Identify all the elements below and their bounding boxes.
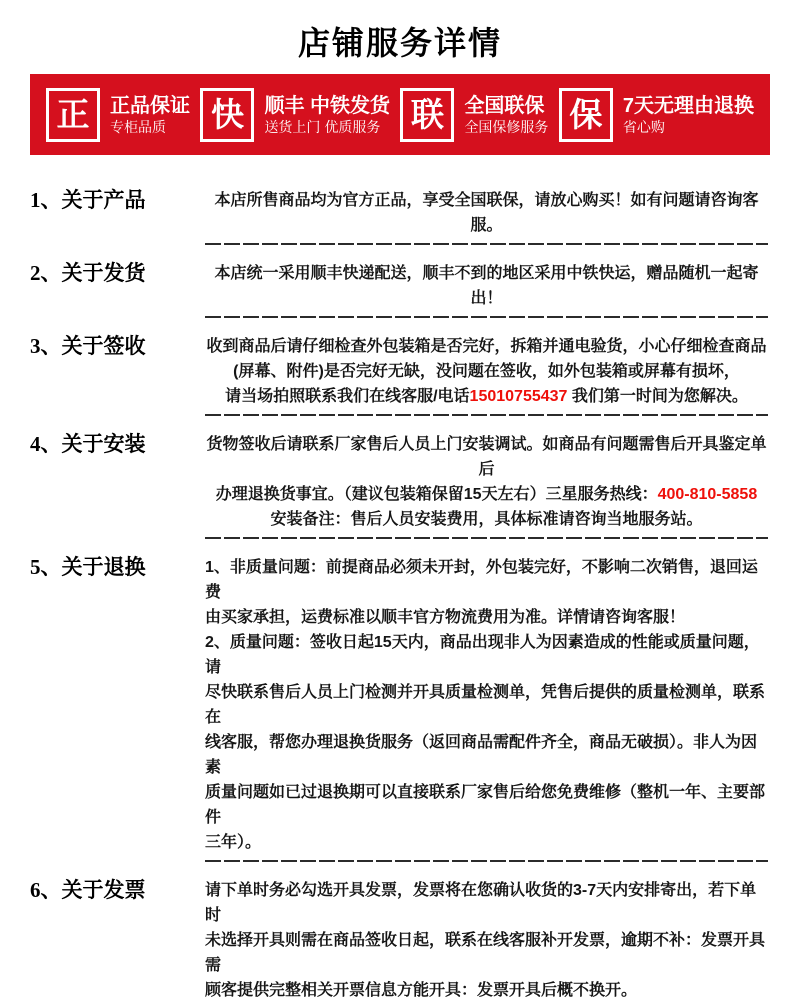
badge-subtitle: 省心购 <box>622 118 665 135</box>
section-text-line: 请下单时务必勾选开具发票，发票将在您确认收货的3-7天内安排寄出，若下单时 <box>205 882 757 924</box>
section-installation <box>0 432 800 539</box>
section-content <box>205 555 768 862</box>
section-divider <box>205 243 768 245</box>
section-text-line: 尽快联系售后人员上门检测并开具质量检测单，凭售后提供的质量检测单，联系在 <box>205 684 766 726</box>
section-text-line: 本店所售商品均为官方正品，享受全国联保，请放心购买！如有问题请咨询客服。 <box>214 192 759 234</box>
section-returns <box>0 555 800 862</box>
section-title: 1、关于产品 <box>30 188 146 212</box>
section-text-line: 质量问题如已过退换期可以直接联系厂家售后给您免费维修（整机一年、主要部件 <box>205 784 766 826</box>
badge-easy-returns <box>559 88 754 142</box>
section-text-line: (屏幕、附件)是否完好无缺，没问题在签收，如外包装箱或屏幕有损坏， <box>233 363 740 380</box>
section-text-line: 由买家承担，运费标准以顺丰官方物流费用为准。详情请咨询客服！ <box>205 609 686 626</box>
section-text-line: 顾客提供完整相关开票信息方能开具：发票开具后概不换开。 <box>205 982 638 999</box>
section-content <box>205 432 768 539</box>
badge-subtitle: 全国保修服务 <box>464 118 549 135</box>
seal-char: 正 <box>56 96 90 133</box>
section-signing <box>0 334 800 416</box>
seal-char: 保 <box>569 96 603 133</box>
section-text-line: 货物签收后请联系厂家售后人员上门安装调试。如商品有问题需售后开具鉴定单后 <box>206 436 767 478</box>
badge-title: 全国联保 <box>464 94 545 117</box>
section-text-line: 办理退换货事宜。（建议包装箱保留15天左右）三星服务热线：400-810-5858 <box>215 486 758 503</box>
section-divider <box>205 860 768 862</box>
section-content <box>205 334 768 416</box>
service-banner <box>30 74 770 155</box>
returns-seal-icon <box>559 88 613 142</box>
section-content <box>205 878 768 1003</box>
authentic-seal-icon <box>46 88 100 142</box>
service-sections <box>0 188 800 1003</box>
section-text-line: 2、质量问题：签收日起15天内，商品出现非人为因素造成的性能或质量问题，请 <box>205 634 760 676</box>
section-product <box>0 188 800 245</box>
section-text-line: 1、非质量问题：前提商品必须未开封，外包装完好，不影响二次销售，退回运费 <box>205 559 758 601</box>
section-text-line: 未选择开具则需在商品签收日起，联系在线客服补开发票，逾期不补：发票开具需 <box>205 932 766 974</box>
badge-authenticity <box>46 88 190 142</box>
section-text-line: 三年）。 <box>205 834 262 851</box>
section-text-line: 线客服，帮您办理退换货服务（返回商品需配件齐全，商品无破损）。非人为因素 <box>205 734 758 776</box>
warranty-seal-icon <box>400 88 454 142</box>
fast-seal-icon <box>200 88 254 142</box>
section-content <box>205 261 768 318</box>
page-title: 店铺服务详情 <box>297 25 502 61</box>
section-title: 2、关于发货 <box>30 261 146 285</box>
section-divider <box>205 414 768 416</box>
section-title: 4、关于安装 <box>30 432 146 456</box>
badge-text <box>110 94 190 136</box>
badge-text <box>264 94 390 136</box>
section-title: 6、关于发票 <box>30 878 146 902</box>
section-divider <box>205 316 768 318</box>
section-invoice <box>0 878 800 1003</box>
seal-char: 快 <box>210 96 244 133</box>
badge-nationwide-warranty <box>400 88 548 142</box>
section-text-line: 本店统一采用顺丰快递配送，顺丰不到的地区采用中铁快运，赠品随机一起寄出！ <box>214 265 759 307</box>
section-text-line: 收到商品后请仔细检查外包装箱是否完好，拆箱并通电验货，小心仔细检查商品 <box>206 338 767 355</box>
section-content <box>205 188 768 245</box>
badge-subtitle: 送货上门 优质服务 <box>264 118 381 135</box>
section-text-line: 安装备注：售后人员安装费用，具体标准请咨询当地服务站。 <box>270 511 703 528</box>
section-text-line: 请当场拍照联系我们在线客服/电话15010755437 我们第一时间为您解决。 <box>225 388 748 405</box>
section-shipping <box>0 261 800 318</box>
badge-text <box>464 94 548 136</box>
badge-title: 顺丰 中铁发货 <box>264 94 390 117</box>
section-divider <box>205 537 768 539</box>
badge-subtitle: 专柜品质 <box>110 118 166 135</box>
badge-title: 7天无理由退换 <box>622 94 754 117</box>
badge-title: 正品保证 <box>110 94 190 117</box>
seal-char: 联 <box>410 96 444 133</box>
badge-text <box>623 94 754 136</box>
section-title: 3、关于签收 <box>30 334 146 358</box>
badge-fast-shipping <box>200 88 390 142</box>
section-title: 5、关于退换 <box>30 555 146 579</box>
